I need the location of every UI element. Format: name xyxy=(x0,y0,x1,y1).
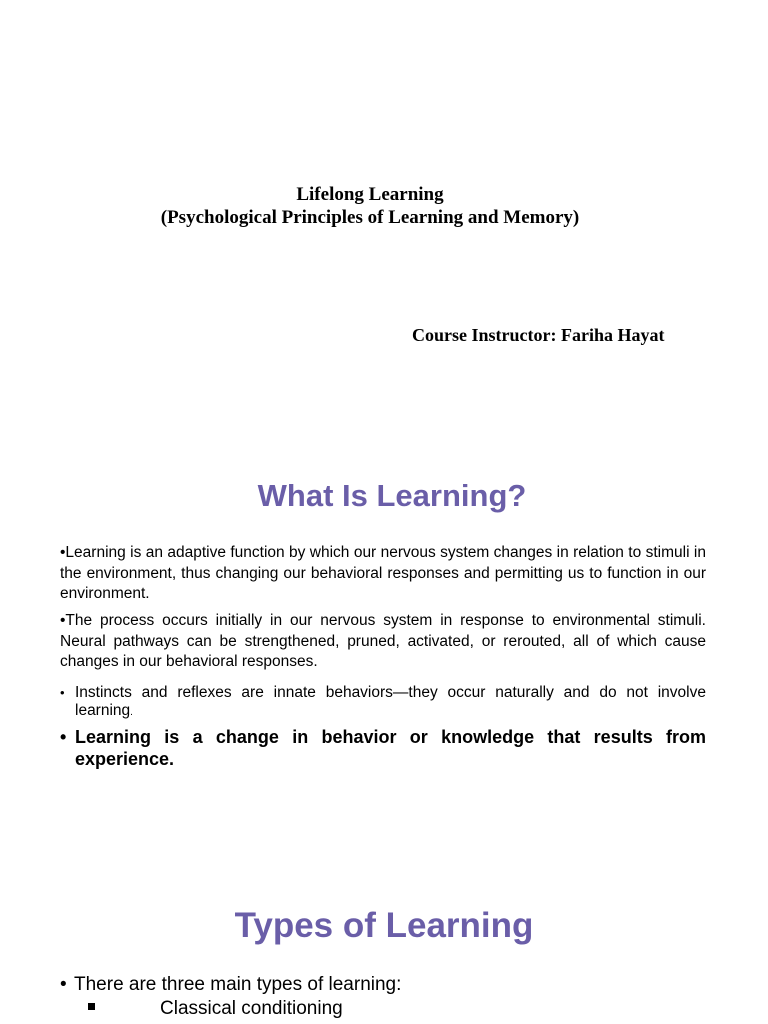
bullet-instincts-text xyxy=(75,684,706,722)
bullet-types-intro xyxy=(60,974,401,996)
heading-what-is-learning: What Is Learning? xyxy=(257,478,527,513)
bullet-dot-icon: • xyxy=(60,727,67,747)
bullet-learning-definition-text: Learning is a change in behavior or knowledge that results from experience. xyxy=(75,727,706,769)
types-intro-text: There are three main types of learning: xyxy=(74,974,402,995)
square-bullet-icon xyxy=(88,1003,95,1010)
title-line-1: Lifelong Learning xyxy=(296,184,444,205)
bullet-learning-definition xyxy=(60,727,706,770)
list-item-classical-conditioning xyxy=(88,998,343,1020)
bullet-instincts xyxy=(60,684,706,722)
course-instructor: Course Instructor: Fariha Hayat xyxy=(412,325,665,345)
paragraph-adaptive-function: •Learning is an adaptive function by which our nervous system changes in relation to stimuli in the environment, thus changing our behavioral responses and permitting us to function in our environment. xyxy=(60,544,706,602)
list-item-label: Classical conditioning xyxy=(160,998,343,1019)
bullet-dot-icon: • xyxy=(60,974,67,995)
bullet-instincts-tail: . xyxy=(130,707,133,718)
bullet-dot-icon: • xyxy=(60,685,65,700)
paragraph-nervous-system-process: •The process occurs initially in our nervous system in response to environmental stimuli. Neural pathways can be strengthened, pruned, activated, or rerouted, all of which cause changes in our behavioral responses. xyxy=(60,612,706,670)
bullet-instincts-main: Instincts and reflexes are innate behaviors—they occur naturally and do not involve learning xyxy=(75,684,706,719)
slide-1-title xyxy=(0,183,740,229)
title-line-2: (Psychological Principles of Learning and Memory) xyxy=(160,207,580,228)
heading-types-of-learning: Types of Learning xyxy=(234,906,534,945)
